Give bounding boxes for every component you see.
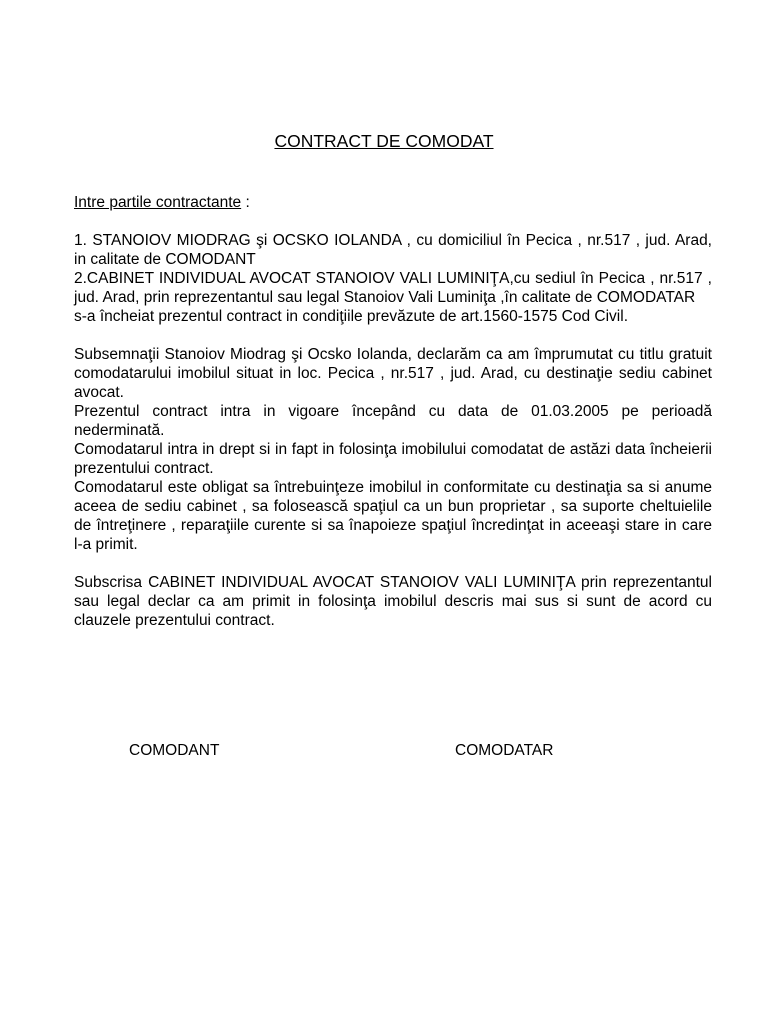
party-comodant: 1. STANOIOV MIODRAG şi OCSKO IOLANDA , cu domiciliul în Pecica , nr.517 , jud. Arad, in calitate de COMODANT [74,232,712,268]
declaration-paragraph: Subsemnaţii Stanoiov Miodrag şi Ocsko Iolanda, declarăm ca am împrumutat cu titlu gratuit comodatarului imobilul situat in loc. Pecica , nr.517 , jud. Arad, cu destinaţie sediu cabinet avocat. [74,346,712,401]
effective-date-paragraph: Prezentul contract intra in vigoare începând cu data de 01.03.2005 pe perioadă nederminată. [74,403,712,439]
obligations-paragraph: Comodatarul este obligat sa întrebuinţeze imobilul in conformitate cu destinaţia sa si anume aceea de sediu cabinet , sa folosească spaţiul ca un bun proprietar , sa suporte cheltuielile de întreţinere , reparaţiile curente si sa înapoieze spaţiul încredinţat in aceeaşi stare in care l-a primit. [74,479,712,553]
signature-comodant: COMODANT [129,742,220,759]
document-body [74,193,712,630]
acceptance-paragraph: Subscrisa CABINET INDIVIDUAL AVOCAT STANOIOV VALI LUMINIŢA prin reprezentantul sau legal declar ca am primit in folosinţa imobilul descris mai sus si sunt de acord cu clauzele prezentului contract. [74,574,712,629]
intro-line [74,193,712,212]
document-title: CONTRACT DE COMODAT [274,131,494,151]
party-comodatar: 2.CABINET INDIVIDUAL AVOCAT STANOIOV VALI LUMINIŢA,cu sediul în Pecica , nr.517 , jud. Arad, prin reprezentantul sau legal Stanoiov Vali Luminiţa ,în calitate de COMODATAR [74,270,712,306]
legal-basis: s-a încheiat prezentul contract in condiţiile prevăzute de art.1560-1575 Cod Civil. [74,308,629,325]
intro-suffix: : [241,194,250,211]
intro-label: Intre partile contractante [74,194,242,211]
signature-comodatar: COMODATAR [455,742,554,759]
usage-right-paragraph: Comodatarul intra in drept si in fapt in folosinţa imobilului comodatat de astăzi data încheierii prezentului contract. [74,441,712,477]
